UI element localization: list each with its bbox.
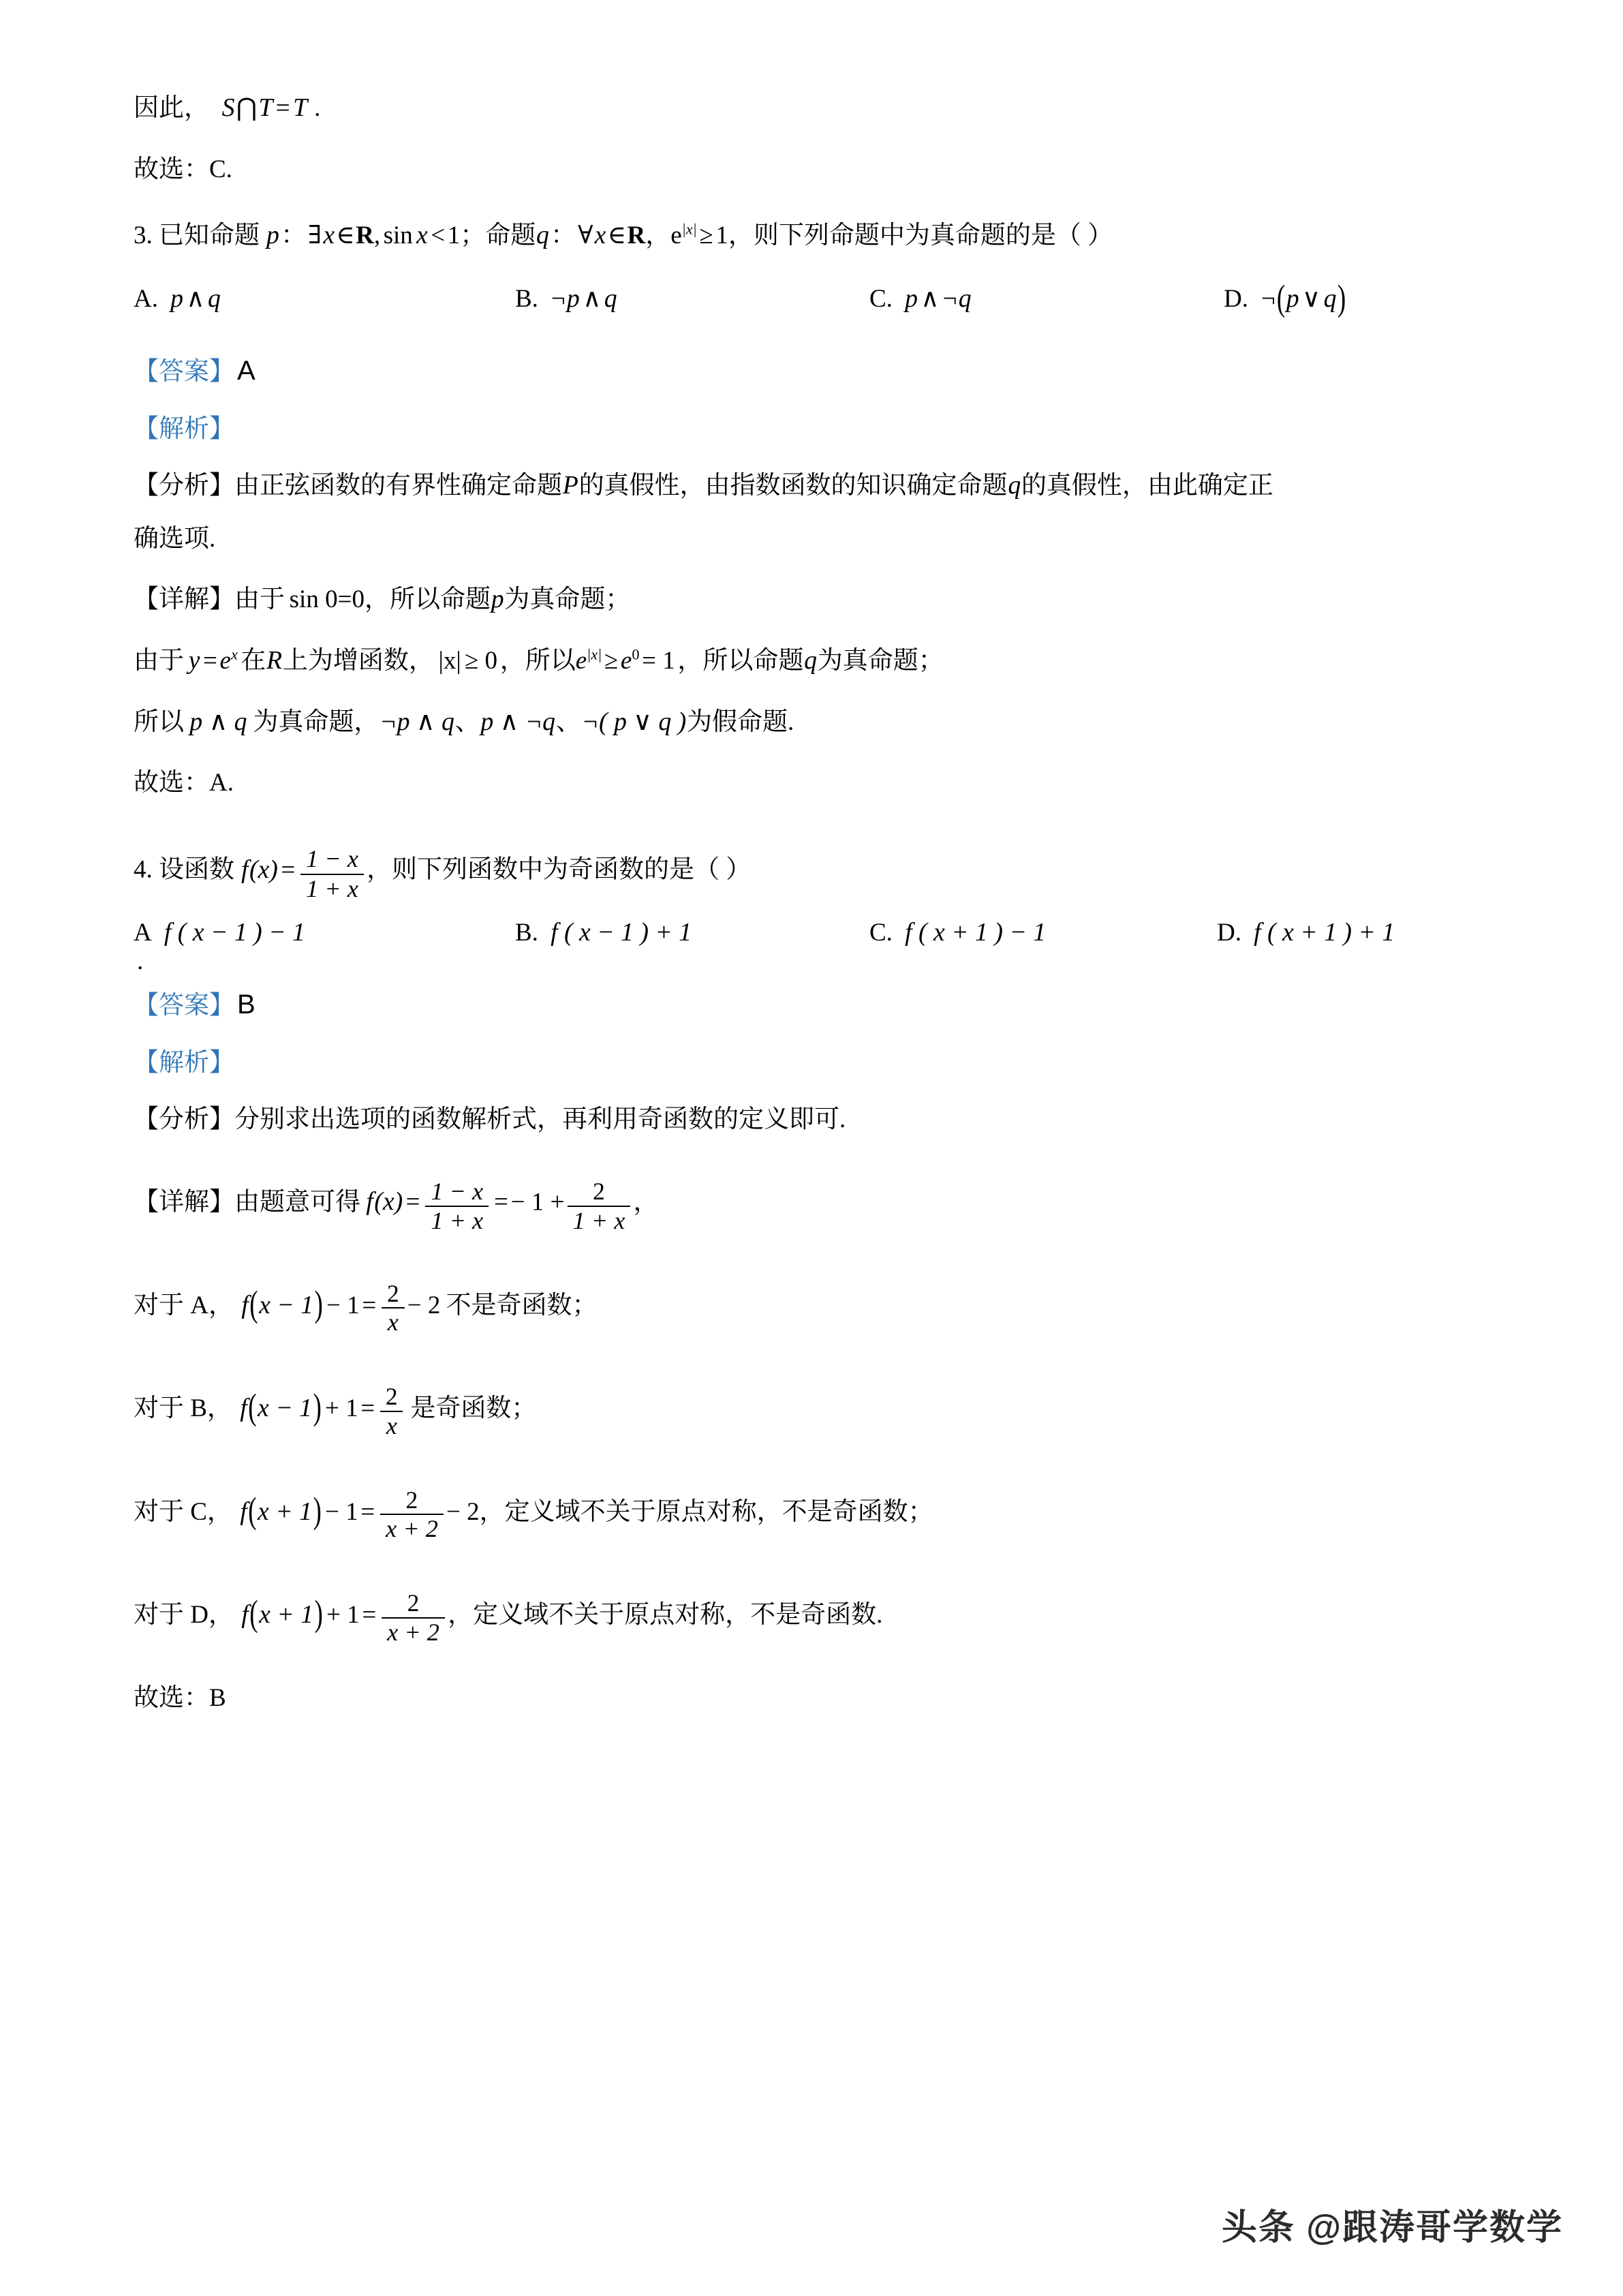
q4-stem-fraction: $\frac{1 - x}{1 + x}$ (300, 846, 364, 902)
q4-stem-text-1: 设函数 (159, 855, 234, 884)
q3-answer-value: A (237, 356, 256, 386)
q4-func-f: f (241, 855, 249, 884)
carryover-suffix: . (314, 94, 321, 122)
question-3-options (134, 278, 1524, 322)
q4-fenxi-line (134, 1107, 1524, 1132)
q4-option-d[interactable]: D. f ( x + 1 ) + 1 (1217, 917, 1395, 947)
q4-option-b[interactable]: B. f ( x − 1 ) + 1 (515, 917, 692, 947)
q4-answer-row (134, 991, 1524, 1018)
question-3-stem: 3. 已知命题 p：∃x∈R, sin x <1；命题q：∀x∈R，$e^{|x|}\ge 1$，则下列命题中为真命题的是（ ） (134, 220, 1113, 249)
q4-case-b: 对于 B， f(x − 1) + 1= $\frac{2}{x}$ 是奇函数； (134, 1383, 537, 1439)
watermark-handle: @跟涛哥学数学 (1306, 2208, 1563, 2248)
q3-var-p: p (266, 220, 279, 249)
question-4-stem: 4. 设函数 f(x) = $\frac{1 - x}{1 + x}$ ，则下列函数中为奇函数的是（ ） (134, 845, 752, 902)
q3-fenxi-line-1 (134, 473, 1524, 499)
q3-stem-text-1: 已知命题 (159, 221, 260, 249)
q4-case-c: 对于 C， f(x + 1) − 1= $\frac{2}{x + 2}$ − 2，定义域不关于原点对称，不是奇函数； (134, 1486, 933, 1543)
q3-fenxi-line-2: 确选项. (134, 525, 216, 553)
q4-option-a-label: A (134, 918, 152, 947)
q3-fenxi-text-3: 的真假性，由此确定正 (1021, 472, 1273, 500)
q4-fenxi-text: 分别求出选项的函数解析式，再利用奇函数的定义即可. (234, 1105, 846, 1133)
q4-xiangjie-tag: 【详解】 (134, 1188, 234, 1216)
carryover-choice: 故选：C. (134, 155, 232, 183)
q4-case-a: 对于 A， f(x − 1) − 1= $\frac{2}{x}$ − 2 不是奇函数； (134, 1279, 598, 1336)
q3-xiangjie-tag: 【详解】 (134, 585, 234, 614)
q3-option-c-label: C. (869, 285, 893, 313)
q3-option-d-label: D. (1224, 285, 1248, 313)
q4-option-c-label: C. (869, 918, 893, 947)
q3-option-b-label: B. (515, 285, 538, 313)
q3-jiexi-tag: 【解析】 (134, 414, 234, 443)
q3-answer-tag: 【答案】 (134, 357, 234, 386)
carryover-prefix: 因此， (134, 94, 209, 122)
q3-jiexi-row (134, 416, 1524, 442)
q3-xiangjie-line-1: 【详解】由于 sin 0=0，所以命题p为真命题； (134, 585, 631, 614)
q4-case-d: 对于 D， f(x + 1) + 1= $\frac{2}{x + 2}$ ，定义域不关于原点对称，不是奇函数. (134, 1589, 883, 1646)
q4-option-c[interactable]: C. f ( x + 1 ) − 1 (869, 917, 1047, 947)
q4-option-d-label: D. (1217, 918, 1241, 947)
q4-jiexi-tag: 【解析】 (134, 1047, 234, 1076)
q3-option-a[interactable]: A. p ∧ q (134, 284, 221, 313)
q3-fenxi-text-2: 的真假性，由指数函数的知识确定命题 (578, 472, 1008, 500)
q3-choice-line: 故选：A. (134, 769, 234, 797)
q3-option-c[interactable]: C. p ∧ ¬q (869, 284, 972, 313)
q3-option-d[interactable]: D. ¬(p ∨ q) (1224, 278, 1346, 319)
q4-answer-tag: 【答案】 (134, 990, 234, 1019)
q3-stem-text-2: 命题 (485, 221, 536, 249)
q4-option-a[interactable]: A f ( x − 1 ) − 1 . (134, 917, 305, 975)
q3-option-a-label: A. (134, 285, 158, 313)
question-3-number: 3. (134, 221, 153, 249)
q3-fenxi-tag: 【分析】 (134, 472, 234, 500)
q3-stem-text-3: 则下列命题中为真命题的是（ ） (753, 221, 1113, 249)
q4-jiexi-row (134, 1047, 1524, 1076)
q4-choice-line: 故选：B (134, 1683, 226, 1712)
q3-xiangjie-line-3: 所以 p ∧ q 为真命题，¬p ∧ q、p ∧ ¬q、¬( p ∨ q )为假命题. (134, 707, 794, 736)
question-4-number: 4. (134, 855, 153, 884)
carryover-conclusion: 因此， S⋂T = T . (134, 93, 321, 122)
watermark (1222, 2199, 1563, 2250)
q3-xiangjie-line-2: 由于 $y =e^x$ 在R上为增函数， |x| ≥ 0，所以$e^{|x|}\ge e^0= 1$，所以命题q为真命题； (134, 645, 944, 675)
watermark-brand: 头条 (1221, 2208, 1295, 2248)
question-4-options (134, 917, 1524, 975)
q4-stem-text-2: ，则下列函数中为奇函数的是（ ） (367, 855, 752, 884)
q4-fenxi-tag: 【分析】 (134, 1105, 234, 1133)
q3-fenxi-var-q: q (1008, 471, 1021, 500)
q3-fenxi-var-p: P (562, 471, 578, 500)
q4-answer-value: B (237, 989, 256, 1020)
q4-option-b-label: B. (515, 918, 538, 947)
q4-xiangjie-line: 【详解】由题意可得 f(x) = $\frac{1 - x}{1 + x}$ =− 1 + $\frac{2}{1 + x}$ ， (134, 1177, 659, 1234)
q3-fenxi-text-1: 由正弦函数的有界性确定命题 (234, 472, 562, 500)
q3-var-q: q (536, 220, 549, 249)
page-content (134, 95, 1524, 1711)
q3-answer-row (134, 357, 1524, 384)
q4-option-a-label-dot: . (137, 947, 144, 975)
q3-option-b[interactable]: B. ¬p ∧ q (515, 284, 617, 313)
